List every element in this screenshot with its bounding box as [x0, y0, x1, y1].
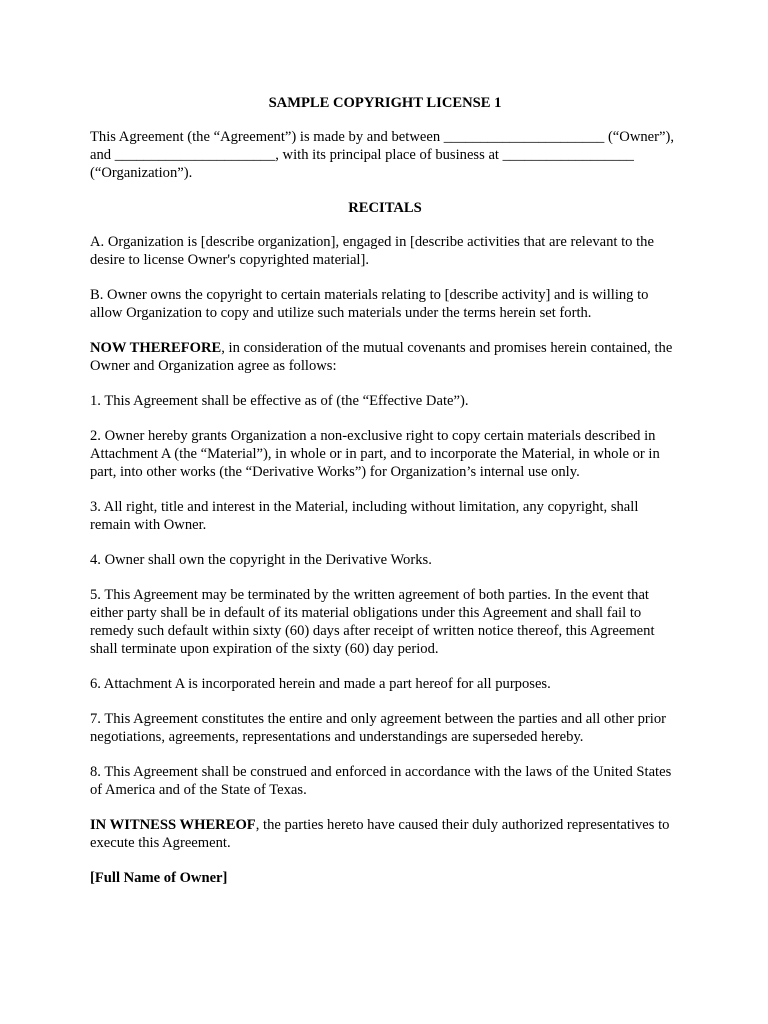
document-title: SAMPLE COPYRIGHT LICENSE 1	[268, 95, 502, 111]
clause-6: 6. Attachment A is incorporated herein and made a part hereof for all purposes.	[90, 676, 551, 692]
clause-5: 5. This Agreement may be terminated by the written agreement of both parties. In the event that either party shall be in default of its material obligations under this Agreement and shall fail to remedy such default within sixty (60) days after receipt of written notice thereof, this Agreement shall terminate upon expiration of the sixty (60) day period.	[90, 587, 655, 657]
signature-name: [Full Name of Owner]	[90, 870, 228, 886]
witness-paragraph	[90, 816, 680, 852]
clause-2: 2. Owner hereby grants Organization a non-exclusive right to copy certain materials described in Attachment A (the “Material”), in whole or in part, and to incorporate the Material, in whole or in part, into other works (the “Derivative Works”) for Organization’s internal use only.	[90, 428, 660, 480]
now-therefore-lead: NOW THEREFORE	[90, 340, 222, 356]
witness-text: , the parties hereto have caused their duly authorized representatives to execute this Agreement.	[90, 817, 670, 851]
clause-8: 8. This Agreement shall be construed and enforced in accordance with the laws of the United States of America and of the State of Texas.	[90, 764, 672, 798]
clause-4: 4. Owner shall own the copyright in the Derivative Works.	[90, 552, 432, 568]
recitals-heading: RECITALS	[348, 200, 422, 216]
now-therefore-text: , in consideration of the mutual covenants and promises herein contained, the Owner and Organization agree as follows:	[90, 340, 673, 374]
recital-b: B. Owner owns the copyright to certain materials relating to [describe activity] and is willing to allow Organization to copy and utilize such materials under the terms herein set forth.	[90, 287, 649, 321]
clause-3: 3. All right, title and interest in the Material, including without limitation, any copyright, shall remain with Owner.	[90, 499, 639, 533]
recital-a: A. Organization is [describe organization], engaged in [describe activities that are relevant to the desire to license Owner's copyrighted material].	[90, 234, 654, 268]
clause-7: 7. This Agreement constitutes the entire and only agreement between the parties and all other prior negotiations, agreements, representations and understandings are superseded hereby.	[90, 711, 666, 745]
intro-paragraph: This Agreement (the “Agreement”) is made by and between ______________________ (“Owner”), and ______________________, with its principal place of business at __________________ (“Organization”).	[90, 129, 674, 181]
witness-lead: IN WITNESS WHEREOF	[90, 817, 256, 833]
now-therefore-paragraph	[90, 339, 680, 375]
document-page	[90, 94, 680, 887]
clause-1: 1. This Agreement shall be effective as of (the “Effective Date”).	[90, 393, 469, 409]
